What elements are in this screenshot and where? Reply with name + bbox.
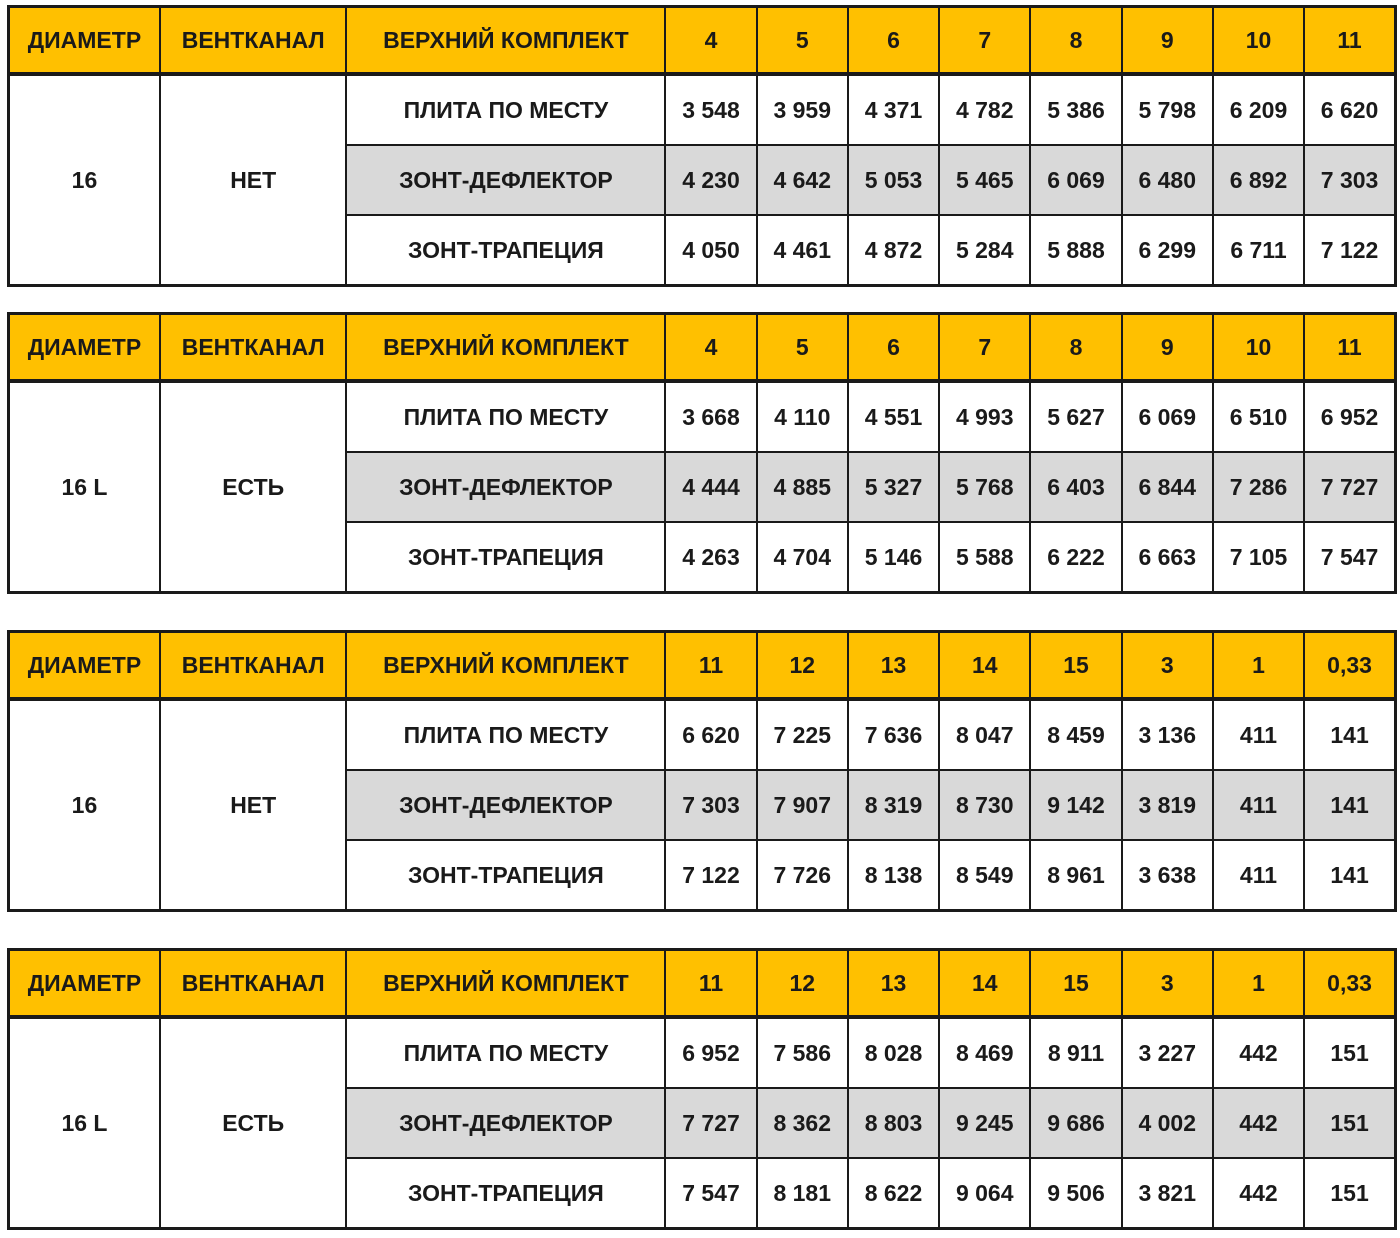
price-cell: 3 819 [1122,770,1213,840]
price-cell: 5 053 [848,145,939,215]
price-cell: 6 299 [1122,215,1213,286]
column-header: 4 [665,7,756,75]
price-cell: 3 638 [1122,840,1213,911]
column-header: 15 [1030,950,1121,1018]
price-cell: 3 136 [1122,699,1213,770]
price-cell: 8 911 [1030,1017,1121,1088]
diameter-cell: 16 [9,74,160,286]
price-cell: 6 620 [665,699,756,770]
price-cell: 4 642 [757,145,848,215]
price-cell: 4 551 [848,381,939,452]
price-cell: 9 506 [1030,1158,1121,1229]
price-cell: 141 [1304,770,1395,840]
column-header: 0,33 [1304,950,1395,1018]
price-cell: 8 028 [848,1017,939,1088]
column-header: 12 [757,632,848,700]
column-header: 10 [1213,314,1304,382]
price-cell: 6 222 [1030,522,1121,593]
top-kit-cell: ПЛИТА ПО МЕСТУ [346,381,665,452]
price-cell: 8 730 [939,770,1030,840]
price-cell: 141 [1304,699,1395,770]
price-cell: 8 803 [848,1088,939,1158]
table-row [9,74,1396,145]
price-cell: 5 146 [848,522,939,593]
table-row [9,381,1396,452]
diameter-cell: 16 [9,699,160,911]
price-cell: 3 821 [1122,1158,1213,1229]
price-cell: 7 122 [665,840,756,911]
price-cell: 442 [1213,1158,1304,1229]
price-cell: 8 549 [939,840,1030,911]
table-row [9,1017,1396,1088]
price-cell: 4 704 [757,522,848,593]
price-cell: 5 588 [939,522,1030,593]
price-cell: 6 069 [1030,145,1121,215]
price-cell: 6 209 [1213,74,1304,145]
column-header: 13 [848,632,939,700]
price-cell: 411 [1213,699,1304,770]
price-cell: 6 510 [1213,381,1304,452]
price-cell: 4 444 [665,452,756,522]
header-row [9,632,1396,700]
price-cell: 6 069 [1122,381,1213,452]
price-cell: 151 [1304,1158,1395,1229]
price-cell: 8 459 [1030,699,1121,770]
price-cell: 8 138 [848,840,939,911]
price-cell: 8 961 [1030,840,1121,911]
top-kit-header: ВЕРХНИЙ КОМПЛЕКТ [346,314,665,382]
price-cell: 5 768 [939,452,1030,522]
price-cell: 3 227 [1122,1017,1213,1088]
price-cell: 3 548 [665,74,756,145]
ventkanal-header: ВЕНТКАНАЛ [160,314,347,382]
price-cell: 7 122 [1304,215,1395,286]
price-cell: 7 727 [665,1088,756,1158]
price-cell: 6 403 [1030,452,1121,522]
price-cell: 6 663 [1122,522,1213,593]
top-kit-cell: ЗОНТ-ТРАПЕЦИЯ [346,215,665,286]
column-header: 5 [757,7,848,75]
column-header: 11 [1304,314,1395,382]
price-cell: 6 844 [1122,452,1213,522]
column-header: 10 [1213,7,1304,75]
top-kit-header: ВЕРХНИЙ КОМПЛЕКТ [346,7,665,75]
price-cell: 5 888 [1030,215,1121,286]
price-cell: 442 [1213,1088,1304,1158]
column-header: 13 [848,950,939,1018]
price-cell: 4 230 [665,145,756,215]
top-kit-header: ВЕРХНИЙ КОМПЛЕКТ [346,632,665,700]
price-cell: 4 050 [665,215,756,286]
price-cell: 5 284 [939,215,1030,286]
top-kit-cell: ЗОНТ-ДЕФЛЕКТОР [346,452,665,522]
column-header: 3 [1122,950,1213,1018]
column-header: 7 [939,314,1030,382]
price-cell: 3 959 [757,74,848,145]
price-cell: 4 885 [757,452,848,522]
price-cell: 5 327 [848,452,939,522]
price-cell: 5 465 [939,145,1030,215]
ventkanal-cell: НЕТ [160,74,347,286]
price-cell: 9 064 [939,1158,1030,1229]
column-header: 1 [1213,950,1304,1018]
column-header: 12 [757,950,848,1018]
price-table-1 [7,5,1397,287]
price-cell: 4 371 [848,74,939,145]
diameter-header: ДИАМЕТР [9,632,160,700]
price-cell: 7 105 [1213,522,1304,593]
header-row [9,314,1396,382]
price-cell: 9 245 [939,1088,1030,1158]
top-kit-cell: ПЛИТА ПО МЕСТУ [346,699,665,770]
column-header: 14 [939,950,1030,1018]
price-cell: 7 636 [848,699,939,770]
column-header: 9 [1122,314,1213,382]
diameter-cell: 16 L [9,381,160,593]
column-header: 11 [1304,7,1395,75]
top-kit-cell: ЗОНТ-ТРАПЕЦИЯ [346,522,665,593]
price-cell: 8 362 [757,1088,848,1158]
column-header: 15 [1030,632,1121,700]
top-kit-cell: ЗОНТ-ДЕФЛЕКТОР [346,1088,665,1158]
price-cell: 6 952 [665,1017,756,1088]
column-header: 1 [1213,632,1304,700]
top-kit-cell: ЗОНТ-ДЕФЛЕКТОР [346,770,665,840]
column-header: 11 [665,950,756,1018]
price-cell: 141 [1304,840,1395,911]
header-row [9,7,1396,75]
price-cell: 7 303 [665,770,756,840]
price-cell: 4 872 [848,215,939,286]
price-cell: 5 798 [1122,74,1213,145]
price-cell: 4 110 [757,381,848,452]
price-cell: 7 225 [757,699,848,770]
column-header: 3 [1122,632,1213,700]
price-cell: 4 263 [665,522,756,593]
price-cell: 411 [1213,840,1304,911]
ventkanal-cell: ЕСТЬ [160,381,347,593]
price-cell: 7 303 [1304,145,1395,215]
price-cell: 6 952 [1304,381,1395,452]
column-header: 6 [848,314,939,382]
price-cell: 4 002 [1122,1088,1213,1158]
price-cell: 151 [1304,1088,1395,1158]
top-kit-cell: ЗОНТ-ТРАПЕЦИЯ [346,1158,665,1229]
price-cell: 5 627 [1030,381,1121,452]
price-cell: 9 142 [1030,770,1121,840]
price-table-3 [7,630,1397,912]
top-kit-header: ВЕРХНИЙ КОМПЛЕКТ [346,950,665,1018]
ventkanal-cell: ЕСТЬ [160,1017,347,1229]
column-header: 0,33 [1304,632,1395,700]
price-cell: 8 319 [848,770,939,840]
column-header: 8 [1030,314,1121,382]
price-cell: 4 461 [757,215,848,286]
price-cell: 411 [1213,770,1304,840]
price-cell: 6 620 [1304,74,1395,145]
price-cell: 4 993 [939,381,1030,452]
price-cell: 9 686 [1030,1088,1121,1158]
top-kit-cell: ПЛИТА ПО МЕСТУ [346,74,665,145]
ventkanal-header: ВЕНТКАНАЛ [160,632,347,700]
column-header: 9 [1122,7,1213,75]
diameter-header: ДИАМЕТР [9,950,160,1018]
diameter-header: ДИАМЕТР [9,7,160,75]
column-header: 5 [757,314,848,382]
price-cell: 5 386 [1030,74,1121,145]
header-row [9,950,1396,1018]
ventkanal-cell: НЕТ [160,699,347,911]
price-cell: 7 586 [757,1017,848,1088]
price-cell: 7 907 [757,770,848,840]
price-cell: 8 181 [757,1158,848,1229]
price-cell: 442 [1213,1017,1304,1088]
column-header: 14 [939,632,1030,700]
table-row [9,699,1396,770]
price-cell: 8 047 [939,699,1030,770]
price-cell: 151 [1304,1017,1395,1088]
diameter-header: ДИАМЕТР [9,314,160,382]
price-cell: 8 469 [939,1017,1030,1088]
price-cell: 4 782 [939,74,1030,145]
ventkanal-header: ВЕНТКАНАЛ [160,950,347,1018]
price-cell: 7 286 [1213,452,1304,522]
diameter-cell: 16 L [9,1017,160,1229]
top-kit-cell: ПЛИТА ПО МЕСТУ [346,1017,665,1088]
price-cell: 7 547 [665,1158,756,1229]
price-cell: 6 480 [1122,145,1213,215]
column-header: 7 [939,7,1030,75]
price-cell: 3 668 [665,381,756,452]
price-cell: 7 727 [1304,452,1395,522]
price-table-4 [7,948,1397,1230]
price-cell: 7 726 [757,840,848,911]
price-cell: 6 711 [1213,215,1304,286]
column-header: 4 [665,314,756,382]
ventkanal-header: ВЕНТКАНАЛ [160,7,347,75]
price-cell: 6 892 [1213,145,1304,215]
price-cell: 8 622 [848,1158,939,1229]
top-kit-cell: ЗОНТ-ТРАПЕЦИЯ [346,840,665,911]
column-header: 8 [1030,7,1121,75]
column-header: 6 [848,7,939,75]
price-table-2 [7,312,1397,594]
top-kit-cell: ЗОНТ-ДЕФЛЕКТОР [346,145,665,215]
price-cell: 7 547 [1304,522,1395,593]
column-header: 11 [665,632,756,700]
